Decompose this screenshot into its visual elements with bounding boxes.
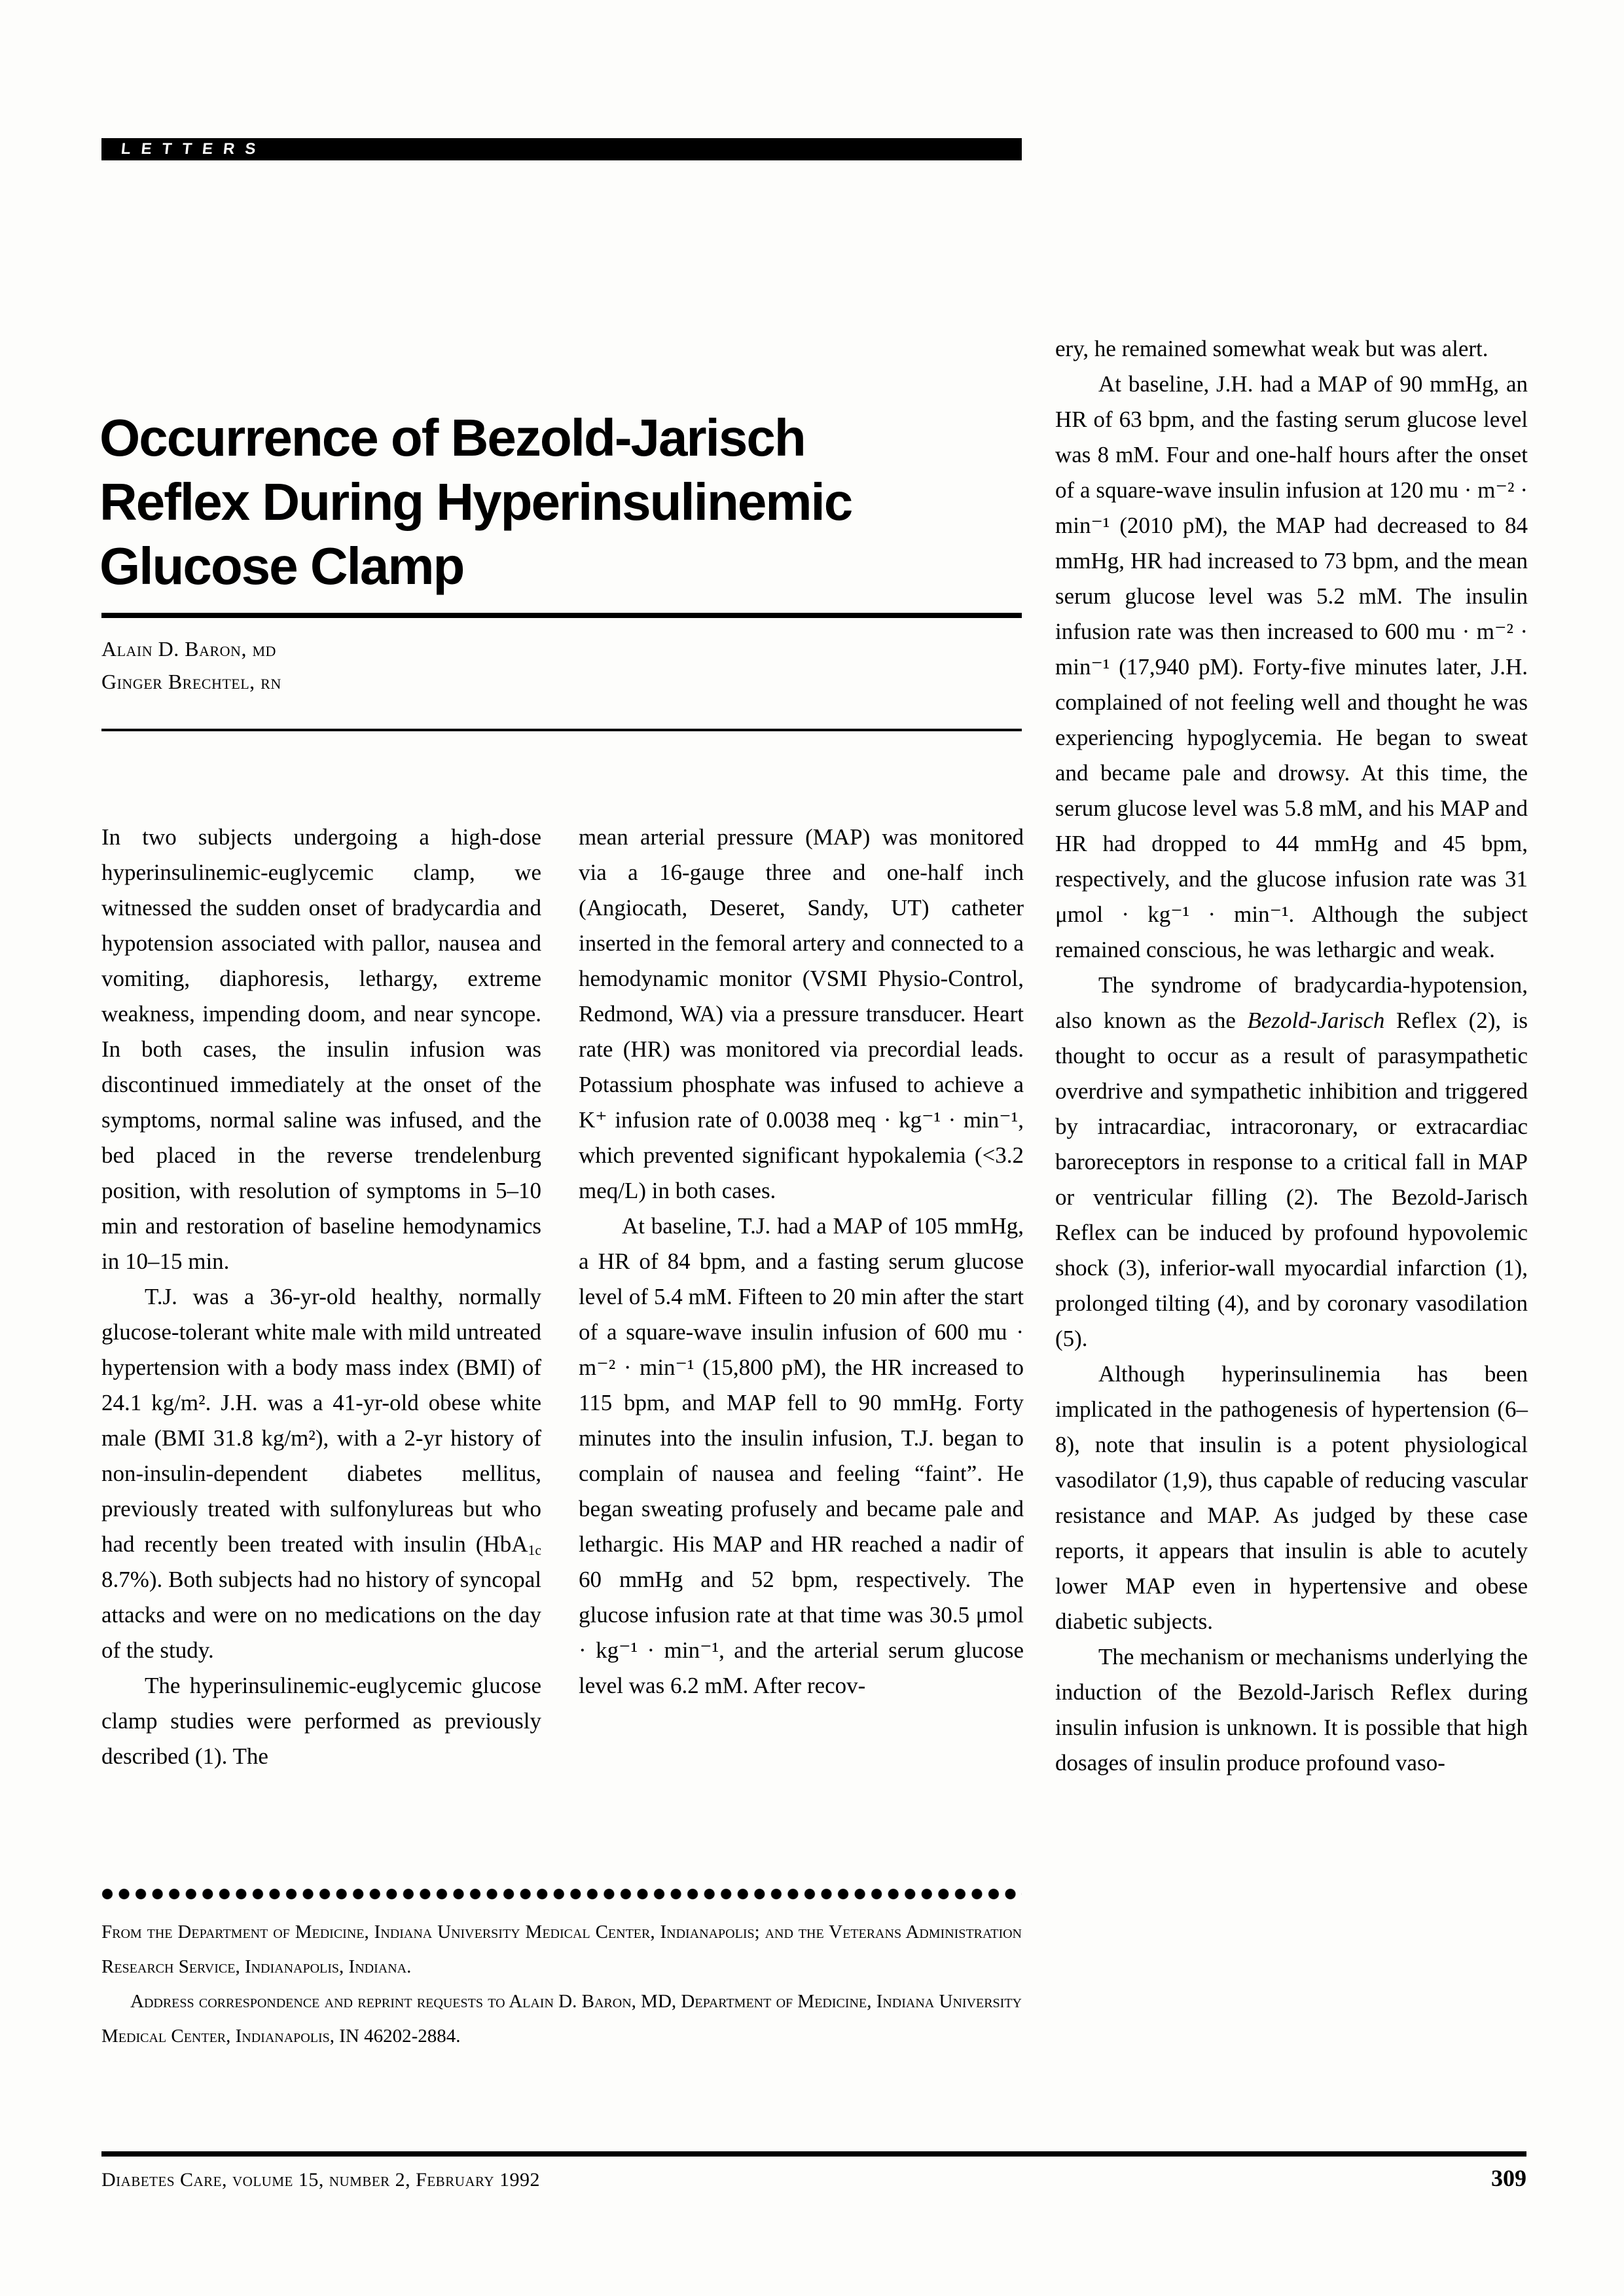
text-column-left [101,820,541,1774]
paragraph [101,1279,541,1668]
text-column-right [1055,331,1528,1781]
footnote-block [101,1915,1022,2054]
paragraph: In two subjects undergoing a high-dose hyperinsulinemic-euglycemic clamp, we witnessed the sudden onset of bradycardia and hypotension associated with pallor, nausea and vomiting, diaphoresis, lethargy, extreme weakness, impending doom, and near syncope. In both cases, the insulin infusion was discontinued immediately at the onset of the symptoms, normal saline was infused, and the bed placed in the reverse trendelenburg position, with resolution of symptoms in 5–10 min and restoration of baseline hemodynamics in 10–15 min. [101,824,541,1274]
paragraph: The mechanism or mechanisms underlying the induction of the Bezold-Jarisch Reflex during insulin infusion is unknown. It is possible that high dosages of insulin produce profound vaso- [1055,1644,1528,1776]
title-rule [101,613,1022,618]
section-label: LETTERS [120,140,267,158]
page-footer [101,2164,1526,2192]
footer-rule [101,2151,1526,2157]
text-column-middle [579,820,1024,1704]
section-header-bar [101,138,1022,160]
authors-rule [101,729,1022,731]
article-title [99,406,1042,598]
paragraph: ery, he remained somewhat weak but was alert. [1055,336,1489,361]
paragraph: The hyperinsulinemic-euglycemic glucose clamp studies were performed as previously described (1). The [101,1673,541,1769]
journal-citation: Diabetes Care, volume 15, number 2, February 1992 [101,2169,541,2191]
paragraph-text: The syndrome of bradycardia-hypotension, also known as the [1055,972,1528,1033]
article-title-line: Glucose Clamp [99,537,464,595]
paragraph: Although hyperinsulinemia has been implicated in the pathogenesis of hypertension (6–8), note that insulin is a potent physiological vasodilator (1,9), thus capable of reducing vascular resistance and MAP. As judged by these case reports, it appears that insulin is able to acutely lower MAP even in hypertensive and obese diabetic subjects. [1055,1361,1528,1634]
paragraph-text: Reflex (2), is thought to occur as a result of parasympathetic overdrive and sympathetic inhibition and triggered by intracardiac, intracoronary, or extracardiac baroreceptors in response to a critical fall in MAP or ventricular filling (2). The Bezold-Jarisch Reflex can be induced by profound hypovolemic shock (3), inferior-wall myocardial infarction (1), prolonged tilting (4), and by coronary vasodilation (5). [1055,1008,1528,1351]
author-name: Alain D. Baron, md [101,637,276,661]
author-name: Ginger Brechtel, rn [101,670,281,693]
paragraph [1055,968,1528,1357]
paragraph-text: 8.7%). Both subjects had no history of syncopal attacks and were on no medications on the day of the study. [101,1567,541,1663]
footnote-correspondence: Address correspondence and reprint requests to Alain D. Baron, MD, Department of Medicine, Indiana University Medical Center, Indianapolis, IN 46202-2884. [101,1991,1022,2047]
footnote-dotted-separator [101,1888,1022,1900]
paragraph-text: T.J. was a 36-yr-old healthy, normally glucose-tolerant white male with mild untreated hypertension with a body mass index (BMI) of 24.1 kg/m². J.H. was a 41-yr-old obese white male (BMI 31.8 kg/m²), with a 2-yr history of non-insulin-dependent diabetes mellitus, previously treated with sulfonylureas but who had recently been treated with insulin (HbA [101,1284,541,1557]
subscript-text: 1c [528,1542,541,1558]
author-list [101,632,756,698]
page-number: 309 [1491,2165,1526,2191]
paragraph: At baseline, T.J. had a MAP of 105 mmHg, a HR of 84 bpm, and a fasting serum glucose level of 5.4 mM. Fifteen to 20 min after the start of a square-wave insulin infusion of 600 mu · m⁻² · min⁻¹ (15,800 pM), the HR increased to 115 bpm, and MAP fell to 90 mmHg. Forty minutes into the insulin infusion, T.J. began to complain of nausea and feeling “faint”. He began sweating profusely and became pale and lethargic. His MAP and HR reached a nadir of 60 mmHg and 52 bpm, respectively. The glucose infusion rate at that time was 30.5 μmol · kg⁻¹ · min⁻¹, and the arterial serum glucose level was 6.2 mM. After recov- [579,1213,1024,1698]
article-title-line: Occurrence of Bezold-Jarisch [99,409,805,467]
paragraph: At baseline, J.H. had a MAP of 90 mmHg, an HR of 63 bpm, and the fasting serum glucose level was 8 mM. Four and one-half hours after the onset of a square-wave insulin infusion at 120 mu · m⁻² · min⁻¹ (2010 pM), the MAP had decreased to 84 mmHg, HR had increased to 73 bpm, and the mean serum glucose level was 5.2 mM. The insulin infusion rate was then increased to 600 mu · m⁻² · min⁻¹ (17,940 pM). Forty-five minutes later, J.H. complained of not feeling well and thought he was experiencing hypoglycemia. He began to sweat and became pale and drowsy. At this time, the serum glucose level was 5.8 mM, and his MAP and HR had dropped to 44 mmHg and 45 bpm, respectively, and the glucose infusion rate was 31 μmol · kg⁻¹ · min⁻¹. Although the subject remained conscious, he was lethargic and weak. [1055,371,1528,962]
footnote-affiliation: From the Department of Medicine, Indiana University Medical Center, Indianapolis; and the Veterans Administration Research Service, Indianapolis, Indiana. [101,1922,1022,1977]
paragraph: mean arterial pressure (MAP) was monitored via a 16-gauge three and one-half inch (Angiocath, Deseret, Sandy, UT) catheter inserted in the femoral artery and connected to a hemodynamic monitor (VSMI Physio-Control, Redmond, WA) via a pressure transducer. Heart rate (HR) was monitored via precordial leads. Potassium phosphate was infused to achieve a K⁺ infusion rate of 0.0038 meq · kg⁻¹ · min⁻¹, which prevented significant hypokalemia (<3.2 meq/L) in both cases. [579,824,1024,1203]
italic-term: Bezold-Jarisch [1247,1008,1385,1033]
article-title-line: Reflex During Hyperinsulinemic [99,473,852,531]
